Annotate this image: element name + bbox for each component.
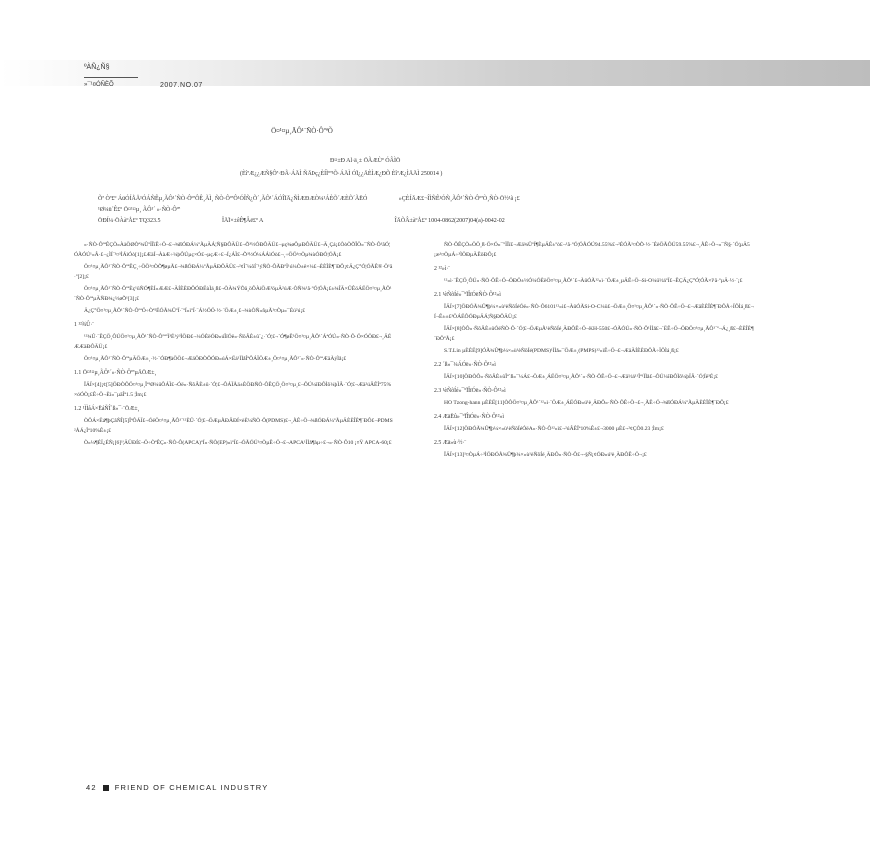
page-number: 42 <box>86 783 97 792</box>
article-label: ÎÄÕÂ±àºÅ£º <box>394 218 427 224</box>
body-paragraph: ÎÄÏ×[12]ÖÐÓÃ¾Û¶þ¼×»ù¹èÑõÍéÓëA»·ÑÒ·Ô¹²»ì£¬²úÂÊÎª10%Ê±£¬3000 µÈ£¬²¢ÇÒ0.23 ¦Ìm¡£ <box>444 426 664 432</box>
section-heading: 2.2 ´ß»¯¼ÁÓë»·ÑÒ·Ô¹²»ì <box>434 362 496 368</box>
body-paragraph: S.T.Lin µÈÈË[9]ÓÃ¾Û¶þ¼×»ù¹èÑõÍé(PDMS)¹ÌÌå»¯ÖÆ±¸(PMPS)¹²»ìÊ÷Ö¬£¬ÆäÄÍÈÈÐÔÃ÷ÏÔÌá¸ß¡£ <box>444 348 679 354</box>
magazine-name: ºÀÑ¿Ñ§ <box>84 64 110 71</box>
class-code: TQ323.5 <box>138 218 161 224</box>
abstract-line <box>98 196 520 202</box>
article-title: Ö¤¹¤µ¸ÃÔ¹´ÑÒ·ÔºªÕ <box>271 127 333 135</box>
page-footer <box>86 783 268 792</box>
class-label: ÖÐÍ¼·ÖÀàºÅ£º <box>98 218 138 224</box>
journal-name: FRIEND OF CHEMICAL INDUSTRY <box>114 783 269 792</box>
right-column <box>434 240 754 462</box>
body-paragraph: »·ÑÒ·ÔºªÊÇÒ»ÀàÖØÒª¾ÛºÏÎïÊ÷Ö¬£¬¾ßÓÐÁ¼ºÃµÄÁ¦Ñ§ÐÔÄÜ£¬Õ³½ÓÐÔÄÜ£¬µç¾øÔµÐÔÄÜ£¬Ä¸Çá¡£ÒòÒÕÎÖ»¯ÑÒ·Ô¹ãÓ¦ÓÃÓÚ¹«Â·£¬¿ÌÍ¨¹¤³ÌÁìÓò[1]¡£ÆäÍ¬ÀàÆ÷¼þÔÚµç×Ó£¬µçÆ÷£¬Í¿ÁÏ£¬Õ³½Ó¼ÁÁìÓò£¬¸÷ÖÖ¹¤Òµ¾ùÓÐÓ¦ÓÃ¡£ <box>74 242 391 258</box>
body-paragraph: ¹²»ì·¨ÊÇÖ¸ÔÚ»·ÑÒ·ÔÊ÷Ö¬ÖÐÖ±½Ó¼ÓÈëÖ¤¹¤µ¸ÃÔ¹´£¬ÀûÓÃ¹²»ì·¨ÖÆ±¸µÄÊ÷Ö¬Si-O¼ü½áºÏ£¬ÊÇÄ¿Ç°Ó¦ÓÃ×î¹ã·ºµÄ·½·¨¡£ <box>444 278 743 284</box>
section-heading: 2.5 Æä»ù·½·¨ <box>434 440 467 446</box>
section-heading: 1.1 Ö¤¹¤µ¸ÃÔ¹´»·ÑÒ·ÔºªµÄÖÆ±¸ <box>74 370 157 376</box>
header-band <box>0 60 870 86</box>
body-paragraph: Ä¿Ç°Ö¤¹¤µ¸ÃÔ¹´ÑÒ·ÔºªÖ÷Òª²ÉÓÃ¾ÛºÏ·¨ºÍ»ìºÏ·¨Á½ÖÖ·½·¨ÖÆ±¸£¬¾ùÒÑ»ñµÃ¹¤Òµ»¯Éú²ú¡£ <box>84 308 306 314</box>
section-heading: 2.4 ÆäËû»¯ºÏÎïÓë»·ÑÒ·Ô¹²»ì <box>434 414 504 420</box>
doc-label: ÎÄÏ×±êÊ¶Âë£º <box>221 218 258 224</box>
abstract-tail: »ÇÈÍÄÆ£¬ÎÌÑÊ¹ÓÑ¸ÃÔ¹´ÑÒ·ÔºªÒ¸ÑÒ·Ö½¹ã ¡£ <box>398 196 520 202</box>
footer-square-icon <box>103 785 109 791</box>
body-paragraph: ÑÒ·ÔÊÇÒ»ÖÖ¸ß·Ö×Ó»¯ºÏÎï£¬Æä¾ÛºÏ¶ÈµÄÊ±ºò£¬¹ã·ºÓ¦ÓÃÓÚ94.55%£¬²ÉÓÃ¹¤ÒÕ·½·¨ÉèÖÃÔÚ59.55%£¬¸ÃÊ÷Ö¬»¯Ñ§·´Ó¦µÄ5 ¡æ¹¤ÒµÁ÷³ÌÖÐµÄÊôÐÔ¡£ <box>434 242 750 258</box>
section-heading: 1.2 ¹ÌÌåÁ×ËáÑÎ´ß»¯·¨ÖÆ±¸ <box>74 406 140 412</box>
keywords-line <box>98 207 180 213</box>
body-paragraph: Ö¤¹¤µ¸ÃÔ¹´ÑÒ·ÔºªÈç¹ûÑÓ¶ÈÍ»ÆÆ£¬ÄÍÈÈÐÔÓÐËùÌá¸ß£¬ÒÀ¾ÝÕâ¸öÔÀíÖÆ³öµÄ²úÆ·ÒÑ¾¹ã·ºÓ¦ÓÃ¡£±¾ÎÄ×ÛÊöÁËÖ¤¹¤µ¸ÃÔ¹´ÑÒ·ÔºªµÄÑÐ¾¿½øÕ¹[3]¡£ <box>74 286 392 302</box>
body-paragraph: Ö¤¹¤µ¸ÃÔ¹´ÑÒ·ÔºªµÄÖÆ±¸·½·¨ÓÐ¶àÖÖ£¬ÆäÖÐÒÔÓÐ»úÁ×Ëá¹ÌÌåÎªÔÁÏÖÆ±¸Ö¤¹¤µ¸ÃÔ¹´»·ÑÒ·ÔºªÆäÀýÌå¡£ <box>84 356 347 362</box>
body-paragraph: ¹²¾Û·¨ÊÇÖ¸ÔÚÖ¤¹¤µ¸ÃÔ¹´ÑÒ·ÔºªºÏ³É¹ý³ÌÖÐ£¬¼ÓÈëÓÐ»úÎïÓë»·ÑõÂÈ±û´¿·´Ó¦£¬´Ó¶øÊ¹Ö¤¹¤µ¸ÃÔ¹´ÁªÓÚ»·ÑÒ·Ô·Ö×ÓÖÐ£¬¸ÄÉÆÆäÐÔÄÜ¡£ <box>74 334 392 350</box>
section-heading: 2.3 ¹èÑõÍé»¯ºÏÎïÓë»·ÑÒ·Ô¹²»ì <box>434 388 506 394</box>
section-heading: 2.1 ¹èÑõÍé»¯ºÏÎïÓëÑÒ·Ô¹²»ì <box>434 292 501 298</box>
body-paragraph: ÎÄÏ×[4]¡¢[5]ÖÐÒÔÖ¤¹¤µ¸Îª¹Ø¼üÔÁÏ£¬Óë»·ÑõÂÈ±û·´Ó¦£¬ÔÁÏÅä±ÈÖÐÑÒ·ÔÊÇÖ¸Ö¤¹¤µ¸£¬ÔÚ¼îÐÔÌõ¼þÏÂ·´Ó¦£¬Æä²úÂÊÎª75%×óÓÒ¡£Ê÷Ö¬Èí»¯µãÎª1.5 ¦Ìm¡£ <box>74 382 392 398</box>
article-authors: Ð¤±Ð Al·ä¸± ÖÃÆÙº ÓÂÌÖ <box>330 158 401 164</box>
doc-code: A <box>259 218 264 224</box>
issue-number: 2007.NO.07 <box>160 82 203 89</box>
column-name: »¯¹¤ÓÑÈÕ <box>84 82 114 88</box>
abstract-label: Õª Òª£º <box>98 196 117 202</box>
body-paragraph: ÎÄÏ×[7]ÖÐÓÃ¾Û¶þ¼×»ù¹èÑõÍéÓë»·ÑÒ·Ô6101¹²»ì£¬ÀûÓÃSi-O-C¼ü£¬ÖÆ±¸Ö¤¹¤µ¸ÃÔ¹´»·ÑÒ·ÔÊ÷Ö¬£¬ÆäÈÈÎÈ¶¨ÐÔÃ÷ÏÔÌá¸ß£¬Í¬Ê±±£³ÖÁËÔÓÐµÄÁ¦Ñ§ÐÔÄÜ¡£ <box>434 304 754 320</box>
left-column <box>74 240 394 450</box>
body-paragraph: Ò»¼¶ÉÏ¿ÉÑ¡[6]¹¦ÄÜÐÍ£¬Ö÷ÒªÊÇ»·ÑÒ·Ô(APCA)ºÍ»·ÑÒ(EP)»ìºÏ£¬ÓÃÓÚ¹¤ÒµÊ÷Ö¬£¬APCA¹ÌÌå¶àµ÷£¬»·ÑÒ·Ô10 ¡¤Ÿ APCA-60¡£ <box>84 440 392 446</box>
article-code: 1004-0862(2007)04(a)-0042-02 <box>428 218 505 224</box>
body-paragraph: ÎÄÏ×[13]¹¤ÒµÁ÷³ÌÖÐÓÃ¾Û¶þ¼×»ù¹èÑõÍé¸ÄÐÔ»·ÑÒ·Ô£¬-§Ñ¡¢ÓÐ»ú¹è¸ÄÐÔÊ÷Ö¬¡£ <box>444 452 647 458</box>
body-paragraph: ÎÄÏ×[10]ÖÐÒÔ»·ÑõÂÈ±ûÎª´ß»¯¼Á£¬ÖÆ±¸ÁËÖ¤¹¤µ¸ÃÔ¹´»·ÑÒ·ÔÊ÷Ö¬£¬Æä½á¹¹Îª¹ÌÌå£¬ÔÚ¼îÐÔÌõ¼þÏÂ·´Ó¦Íê³É¡£ <box>444 374 718 380</box>
body-paragraph: ÎÄÏ×[8]ÒÔ»·ÑõÂÈ±ûÓëÑÒ·Ô·´Ó¦£¬ÖÆµÃ¹èÑõÍé¸ÄÐÔÊ÷Ö¬KH-550£¬ÓÃÓÚ»·ÑÒ·Ô¹ÌÌå£¬´ËÊ÷Ö¬ÖÐÖ¤¹¤µ¸ÃÔ¹´º¬Á¿¸ß£¬ÈÈÎÈ¶¨ÐÔºÃ¡£ <box>434 326 754 342</box>
header-rule <box>84 77 138 78</box>
abstract-text: ÁüÓÍÅÅ¹ÓÁÑÊµ¸ÃÔ¹´ÑÒ·ÔºªÔÊ¸ÃÌ¸ ÑÒ·ÔºªÔ¹ÓÎÑ¿Õ´¸ÃÔ¹´ÁÓÎÏÄ¿ÑÌÆÐÆÒ¼¹ÁÈÕ´ÆÈÕ´ÃËÓ <box>117 196 368 202</box>
body-paragraph: Ö¤¹¤µ¸ÃÔ¹´ÑÒ·ÔºªÊÇ¸÷ÖÖ¹¤ÒÕ¶øµÃ£¬¾ßÓÐÁ¼ºÃµÄÐÔÄÜ£¬²¢Î´¼õÍ¨¹ýÑÒ·ÔÃÐºÏ¹ú¼Ò±ê×¼£¬ÈÈÎÈ¶¨ÐÔ¡¢Ä¿Ç°Ó¦ÓÃÊ®·Ö¹ã·º[2]¡£ <box>74 264 393 280</box>
body-paragraph: ÒÔÁ×Ëá¶þÇâÑÎ[5]ÎªÔÁÏ£¬ÓëÖ¤¹¤µ¸ÃÔ¹´¹²ÈÛ·´Ó¦£¬ÖÆµÃÐÂÐÍ×èÈ¼ÑÒ·Ô(PDMS)£¬¸ÃÊ÷Ö¬¾ßÓÐÁ¼ºÃµÄÈÈÎÈ¶¨ÐÔ£¬PDMS²ÅÁ¿Îª10%Ê±¡£ <box>74 418 393 434</box>
body-paragraph: HO Tzong-hann µÈÈË[11]ÒÔÖ¤¹¤µ¸ÃÔ¹´¹²»ì·¨ÖÆ±¸ÁËÓÐ»ú¹è¸ÄÐÔ»·ÑÒ·ÔÊ÷Ö¬£¬¸ÃÊ÷Ö¬¾ßÓÐÁ¼ºÃµÄÈÈÎÈ¶¨ÐÔ¡£ <box>444 400 729 406</box>
classification-line <box>98 218 505 224</box>
section-heading: 1 ¹²¾Û·¨ <box>74 322 95 328</box>
section-heading: 2 ¹²»ì·¨ <box>434 266 451 272</box>
keywords-text: Ö¤¹¤µ¸ ÃÔ¹´ »·ÑÒ·Ôºª <box>123 207 181 213</box>
keywords-label: ¹Ø¼ü´Ê£º <box>98 207 123 213</box>
article-affiliation: (ÈîªÆ¿¿ÆÑ§Ôª·ÐÃ·ÁÄÌ ÑÄÞç¿ÈÍÌºª¹Õ·ÁÄÌ ÓÏ¿¿ÄÈÌÆ¿ÐÕ ÈîªÆ¿ÌÄÄÌ 250014 ) <box>240 171 443 177</box>
